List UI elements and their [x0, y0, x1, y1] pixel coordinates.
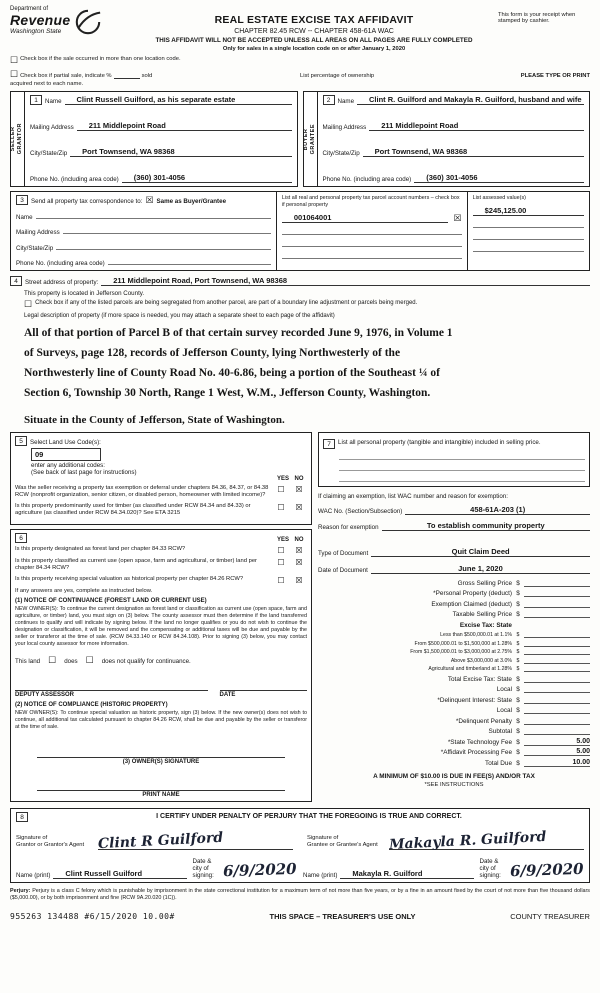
tax-line-value [524, 727, 590, 735]
tax-line [318, 579, 590, 587]
send-correspondence-label: Send all property tax correspondence to: [31, 198, 143, 205]
buyer-citystatezip-value: Port Townsend, WA 98368 [363, 147, 584, 157]
grantor-signature-line [98, 828, 293, 850]
property-located-line: This property is located in Jefferson County. [24, 290, 145, 297]
seller-phone-value: (360) 301-4056 [122, 173, 292, 183]
owners-signature-line [37, 746, 285, 758]
tax-line-label: Subtotal [488, 728, 512, 735]
no-checkbox: ☒ [295, 545, 303, 555]
reason-exemption-label: Reason for exemption [318, 523, 379, 531]
yes-checkbox: ☐ [277, 557, 285, 567]
tax-line [318, 748, 590, 756]
tax-line-currency: $ [516, 632, 520, 638]
legal-description-text: All of that portion of Parcel B of that certain survey recorded June 9, 1976, in Volume 1 of Surveys, page 128, records of Jefferson County, lying Northwesterly of the Northwesterly line of County Road No. 40-6.86, being a portion of the Southeast ¼ of Section 6, Township 30 North, Range 1 West, W.M., Jefferson County, Washington. [24, 327, 453, 400]
tax-line-currency: $ [516, 759, 520, 767]
logo-state-line: Washington State [10, 28, 62, 35]
lower-two-column-area [10, 432, 590, 802]
parcel-numbers-header: List all real and personal property tax parcel account numbers – check box if personal property [281, 195, 460, 208]
question-timber-agriculture [15, 503, 307, 518]
seller-side-strip [11, 92, 25, 186]
tax-line-currency: $ [516, 728, 520, 735]
segregated-checkbox: ☐ [24, 299, 33, 309]
section-3-tax-correspondence [10, 191, 590, 271]
tax-line-value [524, 640, 590, 647]
section-7-personal-property [318, 432, 590, 487]
perjury-text: Perjury is a class C felony which is punishable by imprisonment in the state correctional institution for a maximum term of not more than five years, or by a fine in an amount fixed by the court of not more than five thousand dollars ($5,000.00), or by both imprisonment and fine (RCW 9A.20.020 (1C)). [10, 887, 591, 901]
dor-logo [10, 6, 130, 36]
personal-property-blank-3 [339, 473, 585, 482]
corr-address-label: Mailing Address [16, 229, 60, 236]
grantor-date-handwritten: 6/9/2020 [223, 859, 298, 880]
seller-address-value: 211 Middlepoint Road [77, 121, 292, 131]
tax-line-value [524, 621, 590, 629]
this-land-label: This land [15, 658, 41, 666]
does-checkbox: ☐ [48, 655, 57, 666]
tax-line-label: Local [496, 686, 512, 693]
tax-line [318, 657, 590, 664]
buyer-phone-value: (360) 301-4056 [414, 173, 584, 183]
question-text: Is this property predominantly used for timber (as classified under RCW 84.34 and 84.33) or agriculture (as classified under RCW 84.34.020)? See ETA 3215 [15, 502, 251, 517]
tax-line-currency: $ [516, 579, 520, 587]
dor-logo-text [10, 6, 70, 36]
section-8-certification [10, 808, 590, 883]
type-of-document-label: Type of Document [318, 549, 369, 557]
seller-address-label: Mailing Address [30, 124, 74, 131]
seller-name-label: Name [45, 98, 62, 105]
question-text: Is this property receiving special valuation as historical property per chapter 84.26 RCW? [15, 575, 244, 582]
date-of-document-value: June 1, 2020 [371, 564, 590, 574]
partial-sale-checkbox: ☐ [10, 69, 19, 79]
certify-statement: I CERTIFY UNDER PENALTY OF PERJURY THAT THE FOREGOING IS TRUE AND CORRECT. [156, 813, 462, 821]
tax-line [318, 589, 590, 597]
tax-line-value: 5.00 [524, 748, 590, 756]
same-as-buyer-label: Same as Buyer/Grantee [156, 198, 227, 205]
tax-line-label: *Affidavit Processing Fee [440, 749, 512, 756]
question-seller-exemption [15, 485, 307, 500]
buyer-side-strip [304, 92, 318, 186]
tax-line-value [524, 657, 590, 664]
grantee-signature-label-1: Signature of [307, 835, 339, 842]
tax-line-value [524, 600, 590, 608]
grantor-signature-label-1: Signature of [16, 835, 48, 842]
corr-citystatezip-label: City/State/Zip [16, 244, 54, 252]
tax-line [318, 640, 590, 647]
question-text: Is this property classified as current use (open space, farm and agricultural, or timber) land per chapter 84.34 RCW? [15, 557, 257, 572]
chapter-line: CHAPTER 82.45 RCW -- CHAPTER 458-61A WAC [234, 28, 394, 35]
grantor-signature-label-2: Grantor or Grantor's Agent [16, 842, 85, 849]
corr-name-blank [36, 209, 271, 219]
section-6-designations [10, 529, 312, 802]
tax-line-label: Agricultural and timberland at 1.28% [428, 666, 512, 672]
grantor-print-label: Name (print) [16, 871, 51, 879]
grantor-signature: Clint R Guilford [97, 829, 224, 852]
segregated-label: Check box if any of the listed parcels are being segregated from another parcel, are part of a boundary line adjustment or parcels being merged. [35, 300, 418, 306]
tax-line-currency: $ [516, 686, 520, 693]
personal-property-blank-1 [339, 451, 585, 460]
same-as-buyer-checkbox: ☒ [145, 195, 154, 205]
section-8-badge: 8 [16, 812, 28, 822]
grantee-print-name: Makayla R. Guilford [340, 869, 473, 879]
partial-sale-percent-blank [114, 73, 140, 79]
tax-line-currency: $ [516, 649, 520, 655]
partial-sale-sold-label: sold [141, 73, 153, 79]
notice-compliance-text: NEW OWNER(S): To continue special valuation as historic property, sign (3) below. If the new owner(s) does not wish to continue, all additional tax calculated pursuant to chapter 84.26 RCW, shall be due and payable by the seller or transferor at the time of sale. [15, 710, 307, 731]
corr-phone-blank [108, 255, 271, 265]
treasurer-space-label: THIS SPACE – TREASURER'S USE ONLY [269, 911, 416, 921]
seller-side-word-1: SELLER [10, 126, 17, 152]
tax-line-value [524, 685, 590, 693]
assessed-value-header: List assessed value(s) [472, 195, 526, 201]
revenue-swoosh-icon [74, 8, 102, 36]
deputy-assessor-signature-line [15, 681, 208, 691]
section-6-badge: 6 [15, 533, 27, 543]
print-name-label: PRINT NAME [142, 791, 180, 798]
assessed-value: $245,125.00 [473, 206, 584, 216]
type-of-document-value: Quit Claim Deed [371, 547, 590, 557]
grantee-signature: Makayla R. Guilford [388, 828, 547, 853]
deputy-assessor-row [15, 681, 307, 698]
tax-line-label: Exemption Claimed (deduct) [431, 600, 512, 608]
owners-signature-label: (3) OWNER(S) SIGNATURE [122, 758, 200, 765]
section-5-badge: 5 [15, 436, 27, 446]
assessed-blank-2 [473, 230, 584, 240]
buyer-name-label: Name [337, 98, 355, 105]
grantee-date-cell [480, 858, 585, 879]
percentage-ownership-label: List percentage of ownership [300, 73, 375, 79]
tax-line [318, 631, 590, 638]
grantor-print-name-cell [16, 869, 187, 879]
section-5-yes-no-headers [15, 476, 307, 482]
tax-line-value [524, 589, 590, 597]
county-treasurer-label: COUNTY TREASURER [510, 911, 590, 921]
tax-line-value [524, 665, 590, 672]
personal-property-blank-2 [339, 462, 585, 471]
parcel-blank-3 [282, 249, 462, 259]
page-footer [10, 912, 590, 921]
section-3-badge: 3 [16, 195, 28, 205]
land-use-header: Select Land Use Code(s): [30, 438, 101, 446]
form-header [10, 6, 590, 52]
perjury-label: Perjury: [10, 887, 31, 894]
question-historic-property [15, 576, 307, 585]
tax-line [318, 696, 590, 704]
situate-line: Situate in the County of Jefferson, State of Washington. [24, 413, 285, 426]
assessed-blank-1 [473, 218, 584, 228]
parties-section [10, 91, 590, 187]
see-back-label: (See back of last page for instructions) [31, 468, 137, 476]
notice-continuance-title: (1) NOTICE OF CONTINUANCE (FOREST LAND OR CURRENT USE) [15, 597, 207, 604]
tax-line-label: Taxable Selling Price [452, 611, 512, 618]
tax-line-currency: $ [516, 590, 520, 597]
buyer-address-value: 211 Middlepoint Road [369, 121, 584, 131]
deputy-date-label: DATE [219, 692, 236, 699]
date-of-document-label: Date of Document [318, 566, 368, 574]
parcel-number-value: 001064001 [282, 213, 448, 223]
tax-line-value: 10.00 [524, 759, 590, 767]
tax-line [318, 621, 590, 629]
parcel-blank-2 [282, 237, 462, 247]
tax-line-value [524, 648, 590, 655]
partial-sale-label: Check box if partial sale, indicate % [20, 73, 112, 79]
no-checkbox: ☒ [295, 557, 303, 567]
no-column-header: NO [294, 536, 304, 543]
tax-line [318, 685, 590, 693]
notice-continuance-text: NEW OWNER(S): To continue the current designation as forest land or classification as current use (open space, farm and agriculture, or timber) land, you must sign on (3) below. The county assessor must then determine if the land transferred continues to qualify and will indicate by signing below. If the land no longer qualifies or you do not wish to continue the designation or classification, it will be removed and the compensating or additional taxes will be due and payable by the seller or transferor at the time of sale. (RCW 84.33.140 or RCW 84.34.108). Prior to signing (3) below, you may contact your local county assessor for more information. [15, 605, 307, 648]
multi-location-label: Check box if the sale occurred in more than one location code. [20, 56, 181, 62]
assessed-blank-3 [473, 242, 584, 252]
seller-phone-label: Phone No. (including area code) [30, 176, 119, 183]
yes-checkbox: ☐ [277, 545, 285, 555]
tax-line-label: *State Technology Fee [447, 738, 512, 746]
grantee-date-handwritten: 6/9/2020 [510, 859, 585, 880]
tax-line-value [524, 579, 590, 587]
does-not-label: does not qualify for continuance. [101, 658, 191, 666]
tax-line-currency: $ [516, 611, 520, 618]
wac-number-label: WAC No. (Section/Subsection) [318, 507, 403, 515]
if-yes-instruction: If any answers are yes, complete as instructed below. [15, 587, 153, 594]
form-title: REAL ESTATE EXCISE TAX AFFIDAVIT [214, 14, 414, 26]
tax-line-currency: $ [516, 717, 520, 725]
yes-checkbox: ☐ [277, 484, 285, 494]
grantee-print-label: Name (print) [303, 871, 338, 879]
deputy-date-line [220, 681, 308, 691]
tax-line [318, 665, 590, 672]
multi-location-checkbox: ☐ [10, 55, 19, 65]
seller-name-value: Clint Russell Guilford, as his separate estate [65, 95, 292, 105]
question-text: Was the seller receiving a property tax exemption or deferral under chapters 84.36, 84.37, or 84.38 RCW (nonprofit organization, senior citizen, or disabled person, homeowner with limited income)? [15, 484, 269, 499]
top-check-row-1 [10, 56, 590, 65]
yes-column-header: YES [276, 536, 289, 543]
exemption-intro: If claiming an exemption, list WAC number and reason for exemption: [318, 492, 508, 500]
section-2-badge: 2 [323, 95, 335, 105]
personal-property-label: List all personal property (tangible and intangible) included in selling price. [338, 438, 541, 446]
question-current-use [15, 558, 307, 573]
tax-line-currency: $ [516, 675, 520, 683]
excise-tax-table [318, 579, 590, 767]
grantor-date-label: Date & city of signing: [192, 857, 214, 879]
tax-line-label: *Delinquent Penalty [455, 717, 512, 725]
grantor-print-name: Clint Russell Guilford [53, 869, 186, 879]
tax-line-currency: $ [516, 696, 520, 704]
section-7-column [318, 432, 590, 788]
tax-line [318, 759, 590, 767]
tax-line-label: Local [496, 707, 512, 714]
question-forest-land [15, 546, 307, 555]
cashier-stamp: 955263 134488 #6/15/2020 10.00# [10, 911, 175, 921]
buyer-address-label: Mailing Address [322, 124, 367, 131]
parcel-personal-checkbox: ☒ [453, 212, 462, 223]
street-address-value: 211 Middlepoint Road, Port Townsend, WA 98368 [101, 276, 590, 286]
grantee-signature-cell [307, 828, 584, 853]
tax-line-label: Excise Tax: State [459, 621, 512, 629]
tax-line-currency: $ [516, 749, 520, 756]
please-type-or-print: PLEASE TYPE OR PRINT [520, 73, 590, 79]
print-name-line [37, 779, 285, 791]
street-address-label: Street address of property: [25, 279, 99, 286]
corr-citystatezip-blank [56, 240, 271, 250]
logo-revenue-line: Revenue [10, 12, 71, 28]
tax-line-label: Total Due [485, 759, 512, 767]
tax-line-value [524, 675, 590, 683]
tax-line-label: *Delinquent Interest: State [437, 696, 512, 704]
print-name-block [37, 779, 285, 798]
logo-dept-line: Department of [10, 6, 49, 12]
buyer-phone-label: Phone No. (including area code) [322, 176, 412, 183]
section-4-property [10, 276, 590, 426]
yes-checkbox: ☐ [277, 502, 285, 512]
tax-line [318, 600, 590, 608]
grantee-print-name-cell [303, 869, 474, 879]
tax-line-label: Less than $500,000.01 at 1.1% [440, 632, 512, 638]
grantor-signature-cell [16, 828, 293, 850]
only-for-line: Only for sales in a single location code on or after January 1, 2020 [222, 46, 406, 52]
legal-description-label: Legal description of property (if more space is needed, you may attach a separate sheet to each page of the affidavit) [24, 313, 335, 319]
tax-line-value [524, 610, 590, 618]
reason-exemption-value: To establish community property [382, 521, 590, 531]
tax-line [318, 675, 590, 683]
tax-line [318, 610, 590, 618]
acquired-next-label: acquired next to each name. [10, 81, 84, 87]
tax-line [318, 648, 590, 655]
grantor-date-cell [193, 858, 298, 879]
section-6-yes-no-headers [170, 537, 307, 543]
notice-compliance-title: (2) NOTICE OF COMPLIANCE (HISTORIC PROPERTY) [15, 702, 168, 709]
tax-line-currency: $ [516, 640, 520, 647]
corr-name-label: Name [16, 213, 33, 221]
warning-line: THIS AFFIDAVIT WILL NOT BE ACCEPTED UNLESS ALL AREAS ON ALL PAGES ARE FULLY COMPLETED [155, 37, 473, 44]
tax-line [318, 727, 590, 735]
section-1-badge: 1 [30, 95, 42, 105]
owners-signature-block [37, 746, 285, 765]
tax-line-currency: $ [516, 707, 520, 714]
perjury-paragraph [10, 888, 590, 902]
land-use-code-value: 09 [31, 448, 101, 461]
buyer-side-word-2: GRANTEE [310, 123, 316, 155]
tax-line-label: Gross Selling Price [457, 579, 512, 587]
tax-line-label: *Personal Property (deduct) [433, 590, 512, 597]
section-4-badge: 4 [10, 276, 22, 286]
top-check-row-2 [10, 70, 590, 79]
buyer-citystatezip-label: City/State/Zip [322, 150, 360, 157]
tax-line-value: 5.00 [524, 738, 590, 746]
additional-codes-label: enter any additional codes: [31, 461, 105, 469]
corr-address-blank [63, 224, 271, 234]
tax-line-label: Above $3,000,000 at 3.0% [450, 657, 512, 664]
no-checkbox: ☒ [295, 575, 303, 585]
land-qualify-row [15, 656, 307, 665]
tax-line-currency: $ [516, 666, 520, 672]
does-not-checkbox: ☐ [85, 655, 94, 666]
does-label: does [64, 658, 78, 666]
tax-line-value [524, 696, 590, 704]
minimum-due-note: A MINIMUM OF $10.00 IS DUE IN FEE(S) AND/OR TAX [373, 772, 535, 780]
no-checkbox: ☒ [295, 484, 303, 494]
buyer-side-word-1: BUYER [302, 128, 309, 150]
tax-line [318, 706, 590, 714]
seller-side-word-2: GRANTOR [17, 123, 24, 155]
receipt-note: This form is your receipt when stamped by cashier. [498, 12, 576, 24]
yes-column-header: YES [276, 475, 289, 482]
tax-line [318, 738, 590, 746]
tax-line-currency: $ [516, 657, 520, 664]
buyer-name-value: Clint R. Guilford and Makayla R. Guilford, husband and wife [357, 95, 584, 105]
title-block [130, 6, 498, 52]
grantee-date-label: Date & city of signing: [479, 857, 501, 879]
tax-line [318, 717, 590, 725]
no-checkbox: ☒ [295, 502, 303, 512]
buyer-grantee-box [303, 91, 591, 187]
seller-citystatezip-label: City/State/Zip [30, 150, 68, 157]
tax-line-currency: $ [516, 738, 520, 746]
yes-checkbox: ☐ [277, 575, 285, 585]
tax-line-value [524, 717, 590, 725]
see-instructions-note: *SEE INSTRUCTIONS [424, 781, 484, 788]
question-text: Is this property designated as forest land per chapter 84.33 RCW? [15, 545, 186, 552]
parcel-blank-1 [282, 225, 462, 235]
tax-line-value [524, 706, 590, 714]
wac-number-value: 458-61A-203 (1) [405, 505, 590, 515]
section-7-badge: 7 [323, 439, 335, 449]
deputy-assessor-label: DEPUTY ASSESSOR [15, 692, 75, 699]
tax-line-label: From $1,500,000.01 to $3,000,000 at 2.75% [410, 649, 512, 655]
grantee-signature-line [388, 828, 584, 853]
tax-line-value [524, 631, 590, 638]
seller-citystatezip-value: Port Townsend, WA 98368 [70, 147, 291, 157]
tax-line-label: Total Excise Tax: State [447, 675, 512, 683]
corr-phone-label: Phone No. (including area code) [16, 260, 105, 267]
tax-line-label: From $500,000.01 to $1,500,000 at 1.28% [414, 640, 512, 647]
section-5-land-use [10, 432, 312, 525]
tax-line-currency: $ [516, 600, 520, 608]
no-column-header: NO [294, 475, 304, 482]
seller-grantor-box [10, 91, 298, 187]
grantee-signature-label-2: Grantee or Grantee's Agent [307, 842, 378, 849]
